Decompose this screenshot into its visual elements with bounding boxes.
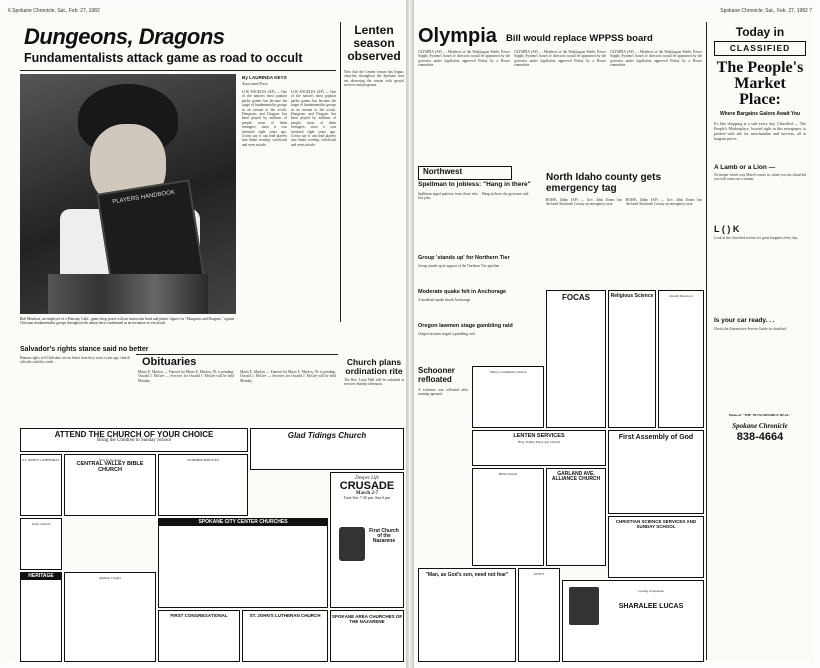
story-photo <box>20 74 236 314</box>
crusade-time: Tues-Sat. 7:30 pm, Sun 6 pm <box>343 495 391 501</box>
attend-subtitle: Bring the Children to Sunday School <box>96 438 172 443</box>
heritage-title: HERITAGE <box>21 573 61 580</box>
idaho-headline: North Idaho county gets emergency tag <box>546 172 661 194</box>
obituaries-heading: Obituaries <box>142 356 197 368</box>
ad-glad-tidings <box>250 428 404 470</box>
paper-name: Spokane Chronicle <box>732 421 788 430</box>
ad-heritage <box>20 572 62 662</box>
northwest-label: Northwest <box>423 167 463 176</box>
ad-small-right-2: Bible Church <box>472 468 544 566</box>
ad-spokane-center <box>158 518 328 608</box>
left-page <box>6 6 406 662</box>
ad-crusade <box>330 472 404 608</box>
christian-science-title: CHRISTIAN SCIENCE SERVICES AND SUNDAY SCHOOL <box>615 519 697 529</box>
classified-body: It's like shopping at a sale every day. Classified — The People's Marketplace, located right in this newspaper, is packed with ads for merchandise and services, all at bargain prices. <box>714 120 806 141</box>
schooner-headline: Schooner refloated <box>418 366 455 384</box>
ad-unity: UNITY <box>518 568 560 662</box>
focas-title: FOCAS <box>562 293 590 302</box>
lenten-body: Now that the Lenten season has begun, churches throughout the Spokane area are observing the season with special services and programs. <box>344 70 404 88</box>
crusade-dates: March 2-7 <box>355 491 379 497</box>
olympia-body-col2: OLYMPIA (AP) — Members of the Washington Public Power Supply System's board of directors would be appointed by the governor under legislation approved Friday by a House committee. <box>514 50 606 68</box>
salvador-headline: Salvador's rights stance said no better <box>20 346 149 353</box>
ad-first-assembly <box>608 430 704 514</box>
right-page: Spokane Chronicle, Sat., Feb. 27, 1982 7 Olympia Bill would replace WPPSS board OLYMPIA (AP) — Members of the Washington Public Power Supply System's board of directors would be appointed by the governor under legislation approved Friday by a House committee. OLYMPIA (AP) — Members of the Washington Public Power Supply System's board of directors would be appointed by the governor under legislation approved Friday by a House committee. OLYMPIA (AP) — Members of the Washington Public Power Supply System's board of directors would be appointed by the governor under legislation approved Friday by a House committee. Northwest Spellman to jobless: "Hang in there" Spellman urged patience from those who lost jobs. Hang in there, the governor said. Group 'stands up' for Northern Tier Group stands up in support of the Northern Tier pipeline. Moderate quake felt in Anchorage A moderate quake shook Anchorage. Oregon lawmen stage gambling raid Oregon lawmen staged a gambling raid. North Idaho county gets emergency tag BOISE, Idaho (AP) — Gov. John Evans has declared Shoshone County an emergency area. BOISE, Idaho (AP) — Gov. John Evans has declared Shoshone County an emergency area. Schooner refloated A schooner was refloated after running aground. Valley Community Church LENTEN SERVICES Holy Trinity Episcopal Church FOCAS Religious Science Church Directory First Assembly of God Bible Church GARLAND AVE. ALLIANCE CHURCH CHRISTIAN SCIENCE SERVICES AND SUNDAY SCHOOL "Man, as God's son, need not fear" UNITY coming to Spokane SHARALEE LUCAS Today in CLASSIFIED The People's Market Place: Where Bargains Galore Await You It's like shopping at a sale every day. Classified — The People's Marketplace, located right in this newspaper, is packed with ads for merchandise and services, all at bargain prices. A Lamb or a Lion — No matter which way March comes in, when you use classified you will come out a winner. L ( ) K Look in the classified section for great bargains every day. Is your car ready. . . Check the Automotive Service Guide in classified. Home of "THE '80 INCREDIBLE DEAL" Spokane Chronicle 838-4664 <box>414 6 814 662</box>
ad-small-3: Unity Church <box>20 518 62 570</box>
lkk-headline: L ( ) K <box>714 224 740 234</box>
lenten-services-title: LENTEN SERVICES <box>513 433 565 439</box>
obituaries-col2: Mario E. Marlow — Funeral for Mario E. Marlow, 59, is pending. Oswald J. McGee — Services for Oswald J. McGee will be held Monday. <box>240 370 336 383</box>
olympia-subhead: Bill would replace WPPSS board <box>506 33 653 44</box>
salvador-body: Human rights in El Salvador are no better than they were a year ago, church officials said this week. <box>20 356 130 365</box>
left-folio: 6 Spokane Chronicle, Sat., Feb. 27, 1982 <box>8 8 100 14</box>
spokane-center-title: SPOKANE CITY CENTER CHURCHES <box>159 519 327 526</box>
garland-title: GARLAND AVE. ALLIANCE CHURCH <box>551 471 601 482</box>
quake-headline: Moderate quake felt in Anchorage <box>418 289 507 295</box>
right-folio: Spokane Chronicle, Sat., Feb. 27, 1982 7 <box>720 8 812 14</box>
attend-church-banner <box>20 428 248 452</box>
photo-caption: Bob Mendoza, an employee of a Pomona, Calif., game shop, poses with an instruction book and plastic figures for "Dungeons and Dragons," a game Christian fundamentalist groups throughout the nation have condemned as an invitation to witchcraft. <box>20 317 235 326</box>
classified-column: Today in CLASSIFIED The People's Market Place: Where Bargains Galore Await You It's like shopping at a sale every day. Classified — The People's Marketplace, located right in this newspaper, is packed with ads for merchandise and services, all at bargain prices. A Lamb or a Lion — No matter which way March comes in, when you use classified you will come out a winner. L ( ) K Look in the classified section for great bargains every day. Is your car ready. . . Check the Automotive Service Guide in classified. Home of "THE '80 INCREDIBLE DEAL" Spokane Chronicle 838-4664 <box>710 22 810 660</box>
oregon-headline: Oregon lawmen stage gambling raid <box>418 323 513 329</box>
spellman-headline: Spellman to jobless: "Hang in there" <box>418 181 531 188</box>
ad-small-1: ST. JOHN'S CATHEDRAL <box>20 454 62 516</box>
crusade-title: CRUSADE <box>339 480 395 493</box>
idaho-body-col2: BOISE, Idaho (AP) — Gov. John Evans has declared Shoshone County an emergency area. <box>626 198 702 207</box>
idaho-body-col1: BOISE, Idaho (AP) — Gov. John Evans has declared Shoshone County an emergency area. <box>546 198 622 207</box>
story-kicker: Dungeons, Dragons <box>24 24 225 49</box>
ad-religious-science <box>608 290 656 428</box>
ad-lutheran <box>242 610 328 662</box>
sharalee-portrait <box>569 587 599 625</box>
ad-lenten-services <box>472 430 606 466</box>
first-assembly-title: First Assembly of God <box>618 434 694 441</box>
holy-trinity: Holy Trinity Episcopal Church <box>518 439 560 444</box>
classified-label: CLASSIFIED <box>729 43 791 53</box>
ad-garland <box>546 468 606 566</box>
classified-phone: 838-4664 <box>736 430 784 443</box>
ad-chapel: Addison Chapel <box>64 572 156 662</box>
story-body-col2: LOS ANGELES (AP) — One of the nation's most popular parlor games has become the target of fundamentalist groups as an avenue to the occult. Dungeons and Dragons has been played by millions of people, most of them teenagers, since it was invented eight years ago. Critics say it can lead players into Satan worship, witchcraft and even suicide. <box>291 90 336 147</box>
story-byline: By LAURINDA KEYS <box>242 75 287 80</box>
story-headline: Fundamentalists attack game as road to occult <box>24 51 303 65</box>
ad-focas <box>546 290 606 428</box>
attend-title: ATTEND THE CHURCH OF YOUR CHOICE <box>54 430 214 439</box>
group-headline: Group 'stands up' for Northern Tier <box>418 255 510 261</box>
story-body-col1: LOS ANGELES (AP) — One of the nation's most popular parlor games has become the target of fundamentalist groups as an avenue to the occult. Dungeons and Dragons has been played by millions of people, most of them teenagers, since it was invented eight years ago. Critics say it can lead players into Satan worship, witchcraft and even suicide. <box>242 90 287 147</box>
ad-christian-science <box>608 516 704 578</box>
ad-sharalee <box>562 580 704 662</box>
crusade-church: First Church of the Nazarene <box>369 528 399 544</box>
photo-book-title: PLAYERS HANDBOOK <box>111 189 176 206</box>
bargains-line: Where Bargains Galore Await You <box>719 110 801 117</box>
nazarene-footer: SPOKANE AREA CHURCHES OF THE NAZARENE <box>331 614 403 624</box>
obituaries-col1: Mario E. Marlow — Funeral for Mario E. Marlow, 59, is pending. Oswald J. McGee — Services for Oswald J. McGee will be held Monday. <box>138 370 234 383</box>
sharalee-coming: coming to Spokane <box>638 589 664 593</box>
first-congregational-title: FIRST CONGREGATIONAL <box>170 613 228 618</box>
lamb-headline: A Lamb or a Lion — <box>714 163 776 171</box>
ad-small-2: WORSHIP SERVICES <box>158 454 248 516</box>
olympia-body-col3: OLYMPIA (AP) — Members of the Washington Public Power Supply System's board of directors would be appointed by the governor under legislation approved Friday by a House committee. <box>610 50 702 68</box>
crusade-portrait <box>339 527 365 561</box>
lutheran-title: ST. JOHN'S LUTHERAN CHURCH <box>249 613 321 618</box>
page-gutter <box>406 0 414 668</box>
ad-man-of-god <box>418 568 516 662</box>
today-in: Today in <box>735 25 785 39</box>
olympia-headline: Olympia <box>418 25 497 47</box>
church-plans-headline: Church plans ordination rite <box>345 357 403 376</box>
glad-tidings-title: Glad Tidings Church <box>287 431 367 440</box>
ad-first-congregational <box>158 610 240 662</box>
central-valley-title: CENTRAL VALLEY BIBLE CHURCH <box>76 461 144 473</box>
olympia-body-col1: OLYMPIA (AP) — Members of the Washington Public Power Supply System's board of directors would be appointed by the governor under legislation approved Friday by a House committee. <box>418 50 510 68</box>
lenten-headline: Lenten season observed <box>347 23 401 63</box>
peoples-market: The People's Market Place: <box>716 58 804 108</box>
religious-science-title: Religious Science <box>610 293 654 299</box>
northwest-banner <box>418 166 512 180</box>
sharalee-name: SHARALEE LUCAS <box>618 603 684 610</box>
ad-nazarene <box>330 610 404 662</box>
car-ready: Is your car ready. . . <box>714 317 775 324</box>
story-byline-org: Associated Press <box>242 82 268 86</box>
crusade-line1: Deeper Life <box>355 476 379 481</box>
church-plans-body: The Rev. Larry Hall will be ordained at services Sunday afternoon. <box>344 378 404 387</box>
man-of-god-text: "Man, as God's son, need not fear" <box>425 572 509 578</box>
ad-valley-community: Valley Community Church <box>472 366 544 428</box>
home-of: Home of "THE '80 INCREDIBLE DEAL" <box>729 412 791 417</box>
ad-central-valley: New In Spokane CENTRAL VALLEY BIBLE CHURCH <box>64 454 156 516</box>
ad-small-right: Church Directory <box>658 290 704 428</box>
